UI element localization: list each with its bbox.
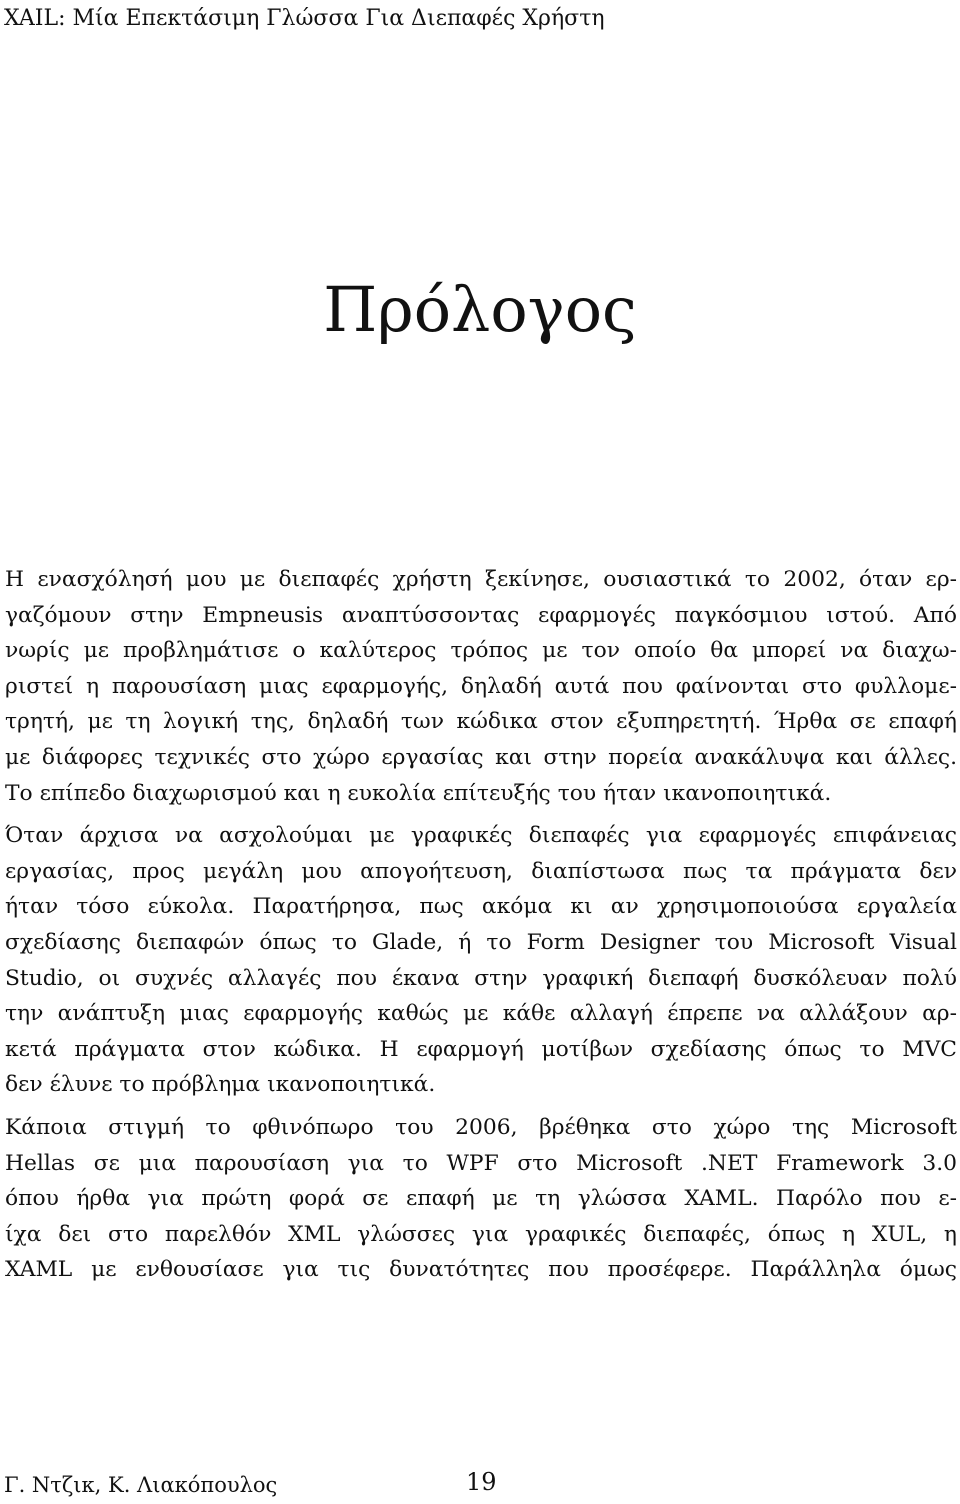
paragraph-line: Η ενασχόλησή μου με διεπαφές χρήστη ξεκίνησε, ουσιαστικά το 2002, όταν ερ- (5, 567, 957, 592)
paragraph-line: ριστεί η παρουσίαση μιας εφαρμογής, δηλαδή αυτά που φαίνονται στο φυλλομε- (5, 673, 957, 699)
page-number: 19 (466, 1468, 497, 1496)
paragraph-line: κετά πράγματα στον κώδικα. Η εφαρμογή μοτίβων σχεδίασης όπως το MVC (5, 1036, 957, 1062)
paragraph-line: ίχα δει στο παρελθόν XML γλώσσες για γραφικές διεπαφές, όπως η XUL, η (5, 1221, 957, 1247)
paragraph-1 (5, 562, 957, 811)
paragraph-line: δεν έλυνε το πρόβλημα ικανοποιητικά. (5, 1072, 436, 1098)
chapter-title: Πρόλογος (323, 273, 637, 346)
paragraph-line: XAML με ενθουσίασε για τις δυνατότητες που προσέφερε. Παράλληλα όμως (5, 1257, 957, 1283)
paragraph-line: Κάποια στιγμή το φθινόπωρο του 2006, βρέθηκα στο χώρο της Microsoft (5, 1114, 957, 1140)
paragraph-line: νωρίς με προβλημάτισε ο καλύτερος τρόπος με τον οποίο θα μπορεί να διαχω- (5, 638, 957, 664)
paragraph-line: Όταν άρχισα να ασχολούμαι με γραφικές διεπαφές για εφαρμογές επιφάνειας (5, 823, 957, 849)
paragraph-3 (5, 1110, 957, 1288)
paragraph-line: όπου ήρθα για πρώτη φορά σε επαφή με τη γλώσσα XAML. Παρόλο που ε- (5, 1186, 957, 1212)
paragraph-line: τρητή, με τη λογική της, δηλαδή των κώδικα στον εξυπηρετητή. Ήρθα σε επαφή (5, 709, 957, 735)
paragraph-line: Studio, οι συχνές αλλαγές που έκανα στην γραφική διεπαφή δυσκόλευαν πολύ (5, 965, 957, 991)
paragraph-line: Hellas σε μια παρουσίαση για το WPF στο Microsoft .NET Framework 3.0 (5, 1150, 957, 1176)
paragraph-line: την ανάπτυξη μιας εφαρμογής καθώς με κάθε αλλαγή έπρεπε να αλλάξουν αρ- (5, 1001, 957, 1027)
paragraph-line: γαζόμουν στην Empneusis αναπτύσσοντας εφαρμογές παγκόσμιου ιστού. Από (5, 602, 957, 628)
body-text (5, 562, 957, 1288)
footer-authors: Γ. Ντζικ, Κ. Λιακόπουλος (4, 1473, 278, 1497)
paragraph-line: εργασίας, προς μεγάλη μου απογοήτευση, διαπίστωσα πως τα πράγματα δεν (5, 858, 957, 884)
paragraph-2 (5, 818, 957, 1103)
paragraph-line: σχεδίασης διεπαφών όπως το Glade, ή το Form Designer του Microsoft Visual (5, 929, 957, 955)
paragraph-line: ήταν τόσο εύκολα. Παρατήρησα, πως ακόμα κι αν χρησιμοποιούσα εργαλεία (5, 894, 957, 920)
running-header: XAIL: Μία Επεκτάσιμη Γλώσσα Για Διεπαφές Χρήστη (4, 6, 605, 31)
paragraph-line: Το επίπεδο διαχωρισμού και η ευκολία επίτευξής του ήταν ικανοποιητικά. (5, 780, 832, 806)
paragraph-line: με διάφορες τεχνικές στο χώρο εργασίας και στην πορεία ανακάλυψα και άλλες. (5, 744, 957, 770)
